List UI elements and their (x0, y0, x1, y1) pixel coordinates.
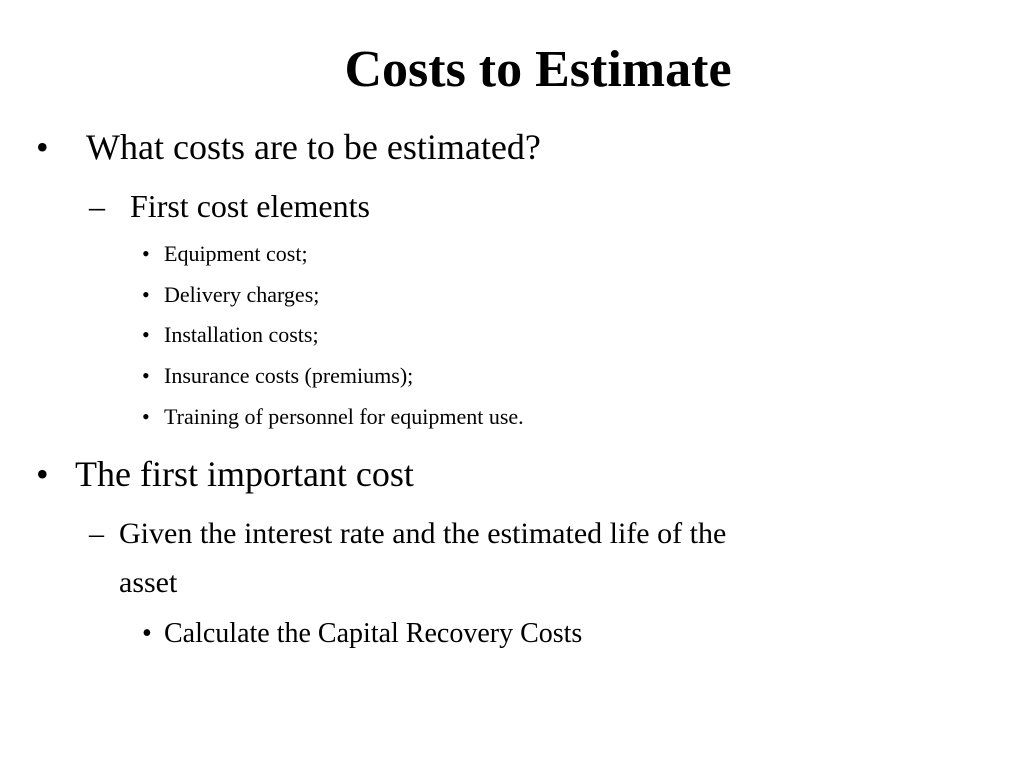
dash-marker: – (89, 188, 105, 224)
bullet-marker: • (142, 282, 150, 307)
slide-title: Costs to Estimate (344, 41, 732, 98)
list-item: Given the interest rate and the estimated life of the (119, 517, 727, 550)
list-item: Calculate the Capital Recovery Costs (164, 618, 583, 649)
bullet-marker: • (36, 454, 49, 494)
list-item: What costs are to be estimated? (86, 127, 541, 167)
list-item: The first important cost (75, 454, 414, 494)
list-item: Insurance costs (premiums); (164, 363, 414, 388)
bullet-marker: • (142, 363, 150, 388)
list-item-continuation: asset (119, 566, 178, 599)
list-item: First cost elements (130, 188, 370, 224)
bullet-marker: • (36, 127, 49, 167)
bullet-marker: • (142, 241, 150, 266)
bullet-marker: • (142, 404, 150, 429)
dash-marker: – (89, 517, 104, 550)
bullet-marker: • (142, 618, 152, 649)
list-item: Delivery charges; (164, 282, 320, 307)
bullet-marker: • (142, 322, 150, 347)
list-item: Installation costs; (164, 322, 319, 347)
list-item: Training of personnel for equipment use. (164, 404, 524, 429)
list-item: Equipment cost; (164, 241, 308, 266)
